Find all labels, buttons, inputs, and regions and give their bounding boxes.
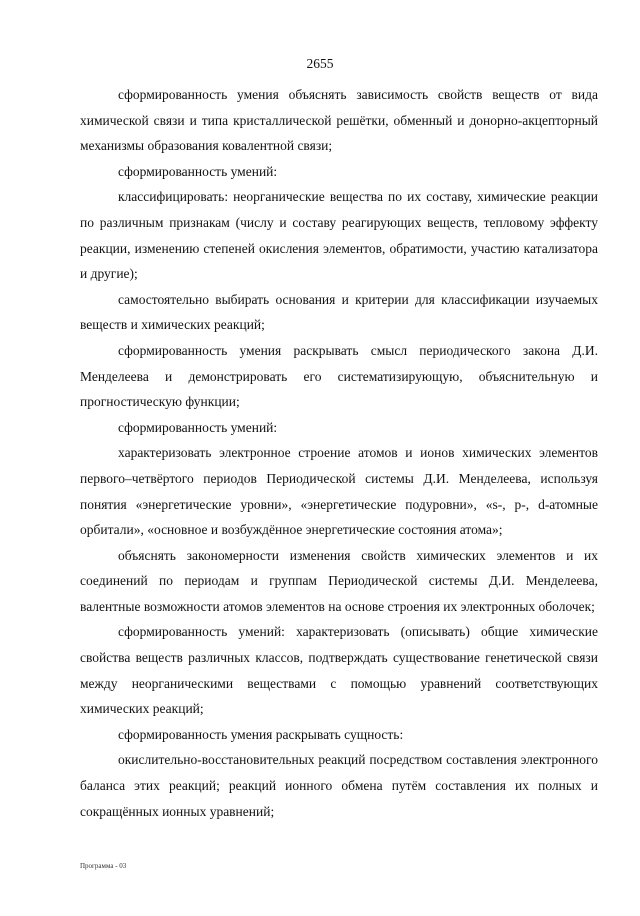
paragraph: классифицировать: неорганические вещества по их составу, химические реакции по различным признакам (числу и составу реагирующих веществ, тепловому эффекту реакции, изменению степеней окисления элементов, обратимости, участию катализатора и другие); <box>80 189 598 282</box>
paragraph: окислительно-восстановительных реакций посредством составления электронного баланса этих реакций; реакций ионного обмена путём составления их полных и сокращённых ионных уравнений; <box>80 752 598 819</box>
page-number: 2655 <box>306 56 334 71</box>
paragraph: сформированность умений: характеризовать (описывать) общие химические свойства веществ различных классов, подтверждать существование генетической связи между неорганическими веществами с помощью уравнений соответствующих химических реакций; <box>80 624 598 717</box>
paragraph: характеризовать электронное строение атомов и ионов химических элементов первого–четвёртого периодов Периодической системы Д.И. Менделеева, используя понятия «энергетические уровни», «энергетические подуровни», «s-, p-, d-атомные орбитали», «основное и возбуждённое энергетические состояния атома»; <box>80 445 598 538</box>
paragraph: сформированность умений: <box>118 163 278 179</box>
paragraph: самостоятельно выбирать основания и критерии для классификации изучаемых веществ и химических реакций; <box>80 291 598 333</box>
paragraph: объяснять закономерности изменения свойств химических элементов и их соединений по периодам и группам Периодической системы Д.И. Менделеева, валентные возможности атомов элементов на основе строения их электронных оболочек; <box>80 547 598 614</box>
paragraph: сформированность умения раскрывать смысл периодического закона Д.И. Менделеева и демонстрировать его систематизирующую, объяснительную и прогностическую функции; <box>80 342 598 410</box>
document-body <box>80 82 598 824</box>
footer-text: Программа - 03 <box>80 862 127 870</box>
paragraph: сформированность умения объяснять зависимость свойств веществ от вида химической связи и типа кристаллической решётки, обменный и донорно-акцепторный механизмы образования ковалентной связи; <box>80 87 598 154</box>
paragraph: сформированность умения раскрывать сущность: <box>118 726 404 742</box>
paragraph: сформированность умений: <box>118 419 278 435</box>
